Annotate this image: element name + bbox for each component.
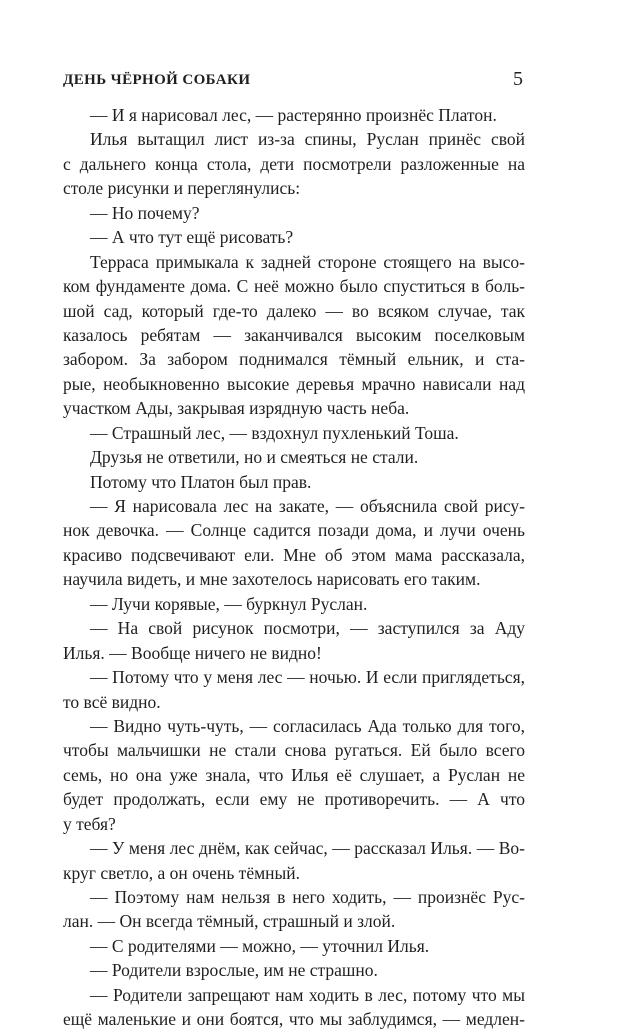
text-line: — Видно чуть-чуть, — согласилась Ада только для того, (90, 715, 525, 736)
text-line: — А что тут ещё рисовать? (90, 227, 294, 248)
running-head: ДЕНЬ ЧЁРНОЙ СОБАКИ (63, 72, 251, 88)
text-line: нок девочка. — Солнце садится позади дома, и лучи очень (63, 520, 525, 541)
text-line: — Родители запрещают нам ходить в лес, потому что мы (90, 984, 525, 1005)
body-text (63, 103, 525, 1032)
text-line: чтобы мальчишки не стали снова ругаться. Ей было всего (63, 740, 525, 761)
text-line: — Лучи корявые, — буркнул Руслан. (90, 593, 368, 614)
text-line: — С родителями — можно, — уточнил Илья. (90, 935, 430, 956)
text-line: — Я нарисовала лес на закате, — объяснила свой рису- (90, 496, 525, 516)
text-line: ком фундаменте дома. С неё можно было спуститься в боль- (63, 276, 525, 297)
text-line: участком Ады, закрывая изрядную часть неба. (63, 398, 410, 419)
text-line: Илья вытащил лист из-за спины, Руслан принёс свой (90, 129, 525, 150)
text-line: будет продолжать, если ему не противоречить. — А что (63, 789, 525, 810)
page-number: 5 (513, 68, 523, 90)
text-line: у тебя? (63, 813, 116, 834)
text-line: то всё видно. (63, 691, 161, 712)
text-line: — Родители взрослые, им не страшно. (90, 960, 378, 981)
text-line: рые, необыкновенно высокие деревья мрачно нависали над (63, 373, 525, 394)
text-line: круг светло, а он очень тёмный. (63, 862, 301, 883)
text-line: казалось ребятам — заканчивался высоким поселковым (63, 324, 525, 345)
text-line: — И я нарисовал лес, — растерянно произнёс Платон. (90, 105, 497, 125)
text-line: Илья. — Вообще ничего не видно! (63, 642, 322, 663)
text-line: с дальнего конца стола, дети посмотрели разложенные на (63, 153, 525, 174)
text-line: — Но почему? (90, 202, 200, 223)
text-line: забором. За забором поднимался тёмный ельник, и ста- (63, 349, 525, 370)
text-line: — У меня лес днём, как сейчас, — рассказал Илья. — Во- (90, 838, 525, 859)
text-line: — Поэтому нам нельзя в него ходить, — произнёс Рус- (90, 887, 525, 907)
text-line: ещё маленькие и они боятся, что мы заблудимся, — медлен- (63, 1009, 525, 1030)
text-line: столе рисунки и переглянулись: (63, 178, 301, 199)
text-line: Потому что Платон был прав. (90, 471, 312, 492)
text-line: семь, но она уже знала, что Илья её слушает, а Руслан не (63, 764, 525, 785)
page-header (63, 68, 523, 98)
text-line: Друзья не ответили, но и смеяться не стали. (90, 447, 419, 468)
text-line: — Потому что у меня лес — ночью. И если приглядеться, (90, 667, 525, 688)
text-line: — Страшный лес, — вздохнул пухленький Тоша. (90, 422, 459, 443)
text-line: Терраса примыкала к задней стороне стоящего на высо- (90, 251, 525, 272)
text-line: шой сад, который где-то далеко — во всяком случае, так (63, 300, 525, 321)
text-line: научила видеть, и мне захотелось нарисовать его таким. (63, 569, 481, 590)
text-line: — На свой рисунок посмотри, — заступился за Аду (90, 618, 525, 639)
text-line: лан. — Он всегда тёмный, страшный и злой. (63, 911, 396, 932)
text-line: красиво подсвечивают ели. Мне об этом мама рассказала, (63, 544, 525, 565)
